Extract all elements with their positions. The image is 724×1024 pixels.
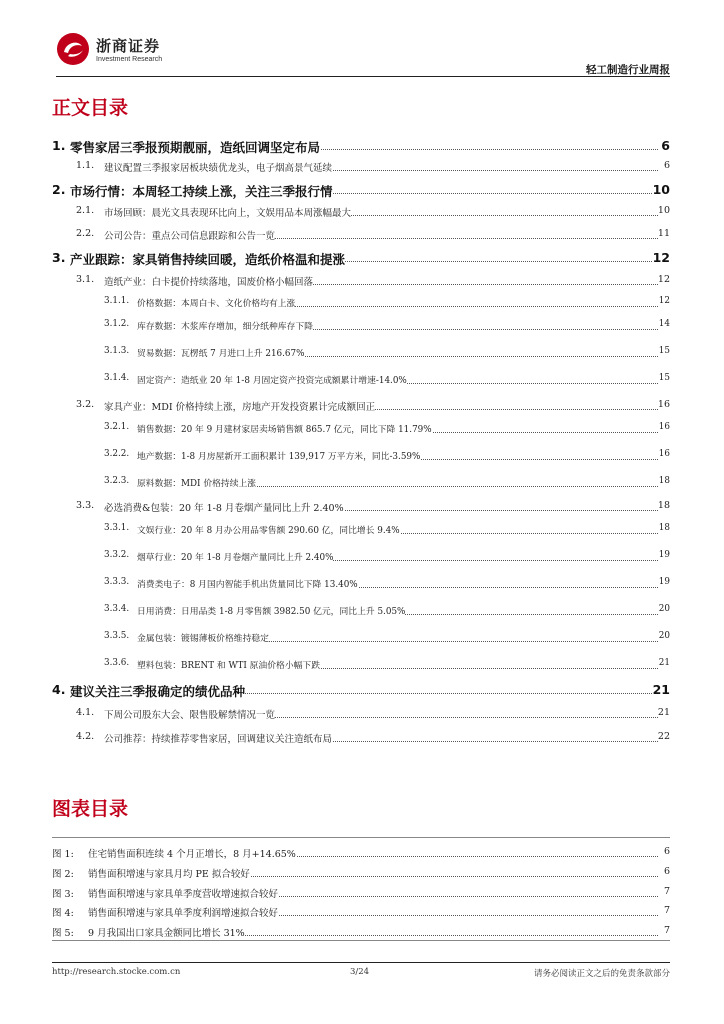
- figure-list-bottom-rule: [52, 940, 670, 941]
- toc-entry[interactable]: [0, 250, 724, 266]
- toc-entry-page: 15: [658, 346, 670, 356]
- toc-entry-number: 3.3.: [76, 500, 95, 511]
- toc-entry-page: 18: [658, 476, 670, 486]
- toc-entry-text: 价格数据：本周白卡、文化价格均有上涨: [137, 296, 295, 309]
- toc-entry-page: 22: [657, 731, 670, 742]
- footer-disclaimer: 请务必阅读正文之后的免责条款部分: [533, 969, 670, 979]
- toc-entry[interactable]: [0, 274, 724, 290]
- footer-divider: [52, 962, 670, 963]
- figure-caption: 销售面积增速与家具月均 PE 拟合较好: [88, 866, 250, 880]
- toc-entry-text: 消费类电子：8 月国内智能手机出货量同比下降 13.40%: [137, 577, 358, 590]
- toc-entry[interactable]: [0, 577, 724, 593]
- header-divider: [56, 76, 670, 77]
- toc-entry-number: 3.1.1.: [104, 296, 130, 306]
- toc-entry-page: 12: [658, 296, 670, 306]
- toc-entry-page: 21: [657, 707, 670, 718]
- toc-entry-page: 16: [658, 422, 670, 432]
- toc-entry[interactable]: [0, 449, 724, 465]
- toc-entry-text: 公司公告：重点公司信息跟踪和公告一览: [104, 228, 275, 242]
- toc-entry-number: 3.3.6.: [104, 658, 130, 668]
- toc-entry-text: 造纸产业：白卡提价持续落地，国废价格小幅回落: [104, 274, 313, 288]
- toc-entry[interactable]: [0, 476, 724, 492]
- toc-entry-page: 20: [658, 631, 670, 641]
- figure-number: 图 4:: [52, 905, 74, 919]
- footer-url-link[interactable]: http://research.stocke.com.cn: [52, 967, 181, 977]
- toc-entry-text: 日用消费：日用品类 1-8 月零售额 3982.50 亿元，同比上升 5.05%: [137, 604, 405, 617]
- toc-title: 正文目录: [52, 97, 129, 119]
- toc-entry[interactable]: [0, 682, 724, 698]
- figure-list-entry[interactable]: [0, 925, 724, 941]
- toc-entry-number: 4.2.: [76, 731, 95, 742]
- toc-entry-text: 金属包装：镀锡薄板价格维持稳定: [137, 631, 269, 644]
- toc-entry-number: 3.3.1.: [104, 523, 130, 533]
- toc-entry-text: 库存数据：木浆库存增加，细分纸种库存下降: [137, 319, 313, 332]
- toc-entry-page: 6: [663, 160, 670, 171]
- toc-entry-text: 市场行情：本周轻工持续上涨，关注三季报行情: [70, 184, 333, 199]
- toc-entry-text: 销售数据：20 年 9 月建材家居卖场销售额 865.7 亿元，同比下降 11.79%: [137, 422, 432, 435]
- toc-entry-number: 3.3.4.: [104, 604, 130, 614]
- figure-page: 7: [663, 886, 670, 897]
- toc-entry-page: 18: [658, 523, 670, 533]
- toc-entry-number: 3.2.: [76, 399, 95, 410]
- company-logo: [56, 30, 196, 70]
- toc-entry-text: 市场回顾：晨光文具表现环比向上，文娱用品本周涨幅最大: [104, 205, 351, 219]
- toc-entry-number: 3.1.: [76, 274, 95, 285]
- toc-entry-number: 4.: [52, 682, 66, 697]
- logo-chinese-name: 浙商证券: [96, 37, 161, 55]
- toc-entry[interactable]: [0, 500, 724, 516]
- figure-list-entry[interactable]: [0, 905, 724, 921]
- toc-entry-number: 3.3.3.: [104, 577, 130, 587]
- toc-entry-text: 零售家居三季报预期靓丽，造纸回调坚定布局: [70, 140, 321, 155]
- toc-entry[interactable]: [0, 138, 724, 154]
- toc-entry-number: 1.: [52, 138, 66, 153]
- toc-entry-number: 1.1.: [76, 160, 95, 171]
- figure-caption: 住宅销售面积连续 4 个月正增长，8 月+14.65%: [88, 846, 296, 860]
- toc-entry-page: 19: [658, 577, 670, 587]
- toc-entry[interactable]: [0, 422, 724, 438]
- logo-english-name: Investment Research: [96, 56, 163, 63]
- toc-entry-text: 贸易数据：瓦楞纸 7 月进口上升 216.67%: [137, 346, 305, 359]
- toc-entry-text: 下周公司股东大会、限售股解禁情况一览: [104, 707, 275, 721]
- figure-number: 图 5:: [52, 925, 74, 939]
- toc-entry-page: 10: [652, 182, 670, 197]
- toc-entry-page: 19: [658, 550, 670, 560]
- figure-page: 7: [663, 905, 670, 916]
- toc-entry[interactable]: [0, 631, 724, 647]
- toc-entry-page: 12: [652, 250, 670, 265]
- figure-caption: 销售面积增速与家具单季度利润增速拟合较好: [88, 905, 278, 919]
- toc-entry-page: 20: [658, 604, 670, 614]
- figure-list-entry[interactable]: [0, 886, 724, 902]
- report-type-label: 轻工制造行业周报: [586, 64, 670, 76]
- toc-entry-text: 必选消费&包装：20 年 1-8 月卷烟产量同比上升 2.40%: [104, 500, 344, 514]
- toc-entry-number: 2.2.: [76, 228, 95, 239]
- toc-entry[interactable]: [0, 373, 724, 389]
- figure-number: 图 3:: [52, 886, 74, 900]
- toc-entry[interactable]: [0, 523, 724, 539]
- toc-entry-text: 固定资产：造纸业 20 年 1-8 月固定资产投资完成额累计增速-14.0%: [137, 373, 407, 386]
- toc-entry-text: 原料数据：MDI 价格持续上涨: [137, 476, 256, 489]
- toc-entry[interactable]: [0, 319, 724, 335]
- toc-entry-page: 21: [652, 682, 670, 697]
- toc-entry[interactable]: [0, 731, 724, 747]
- toc-entry-text: 文娱行业：20 年 8 月办公用品零售额 290.60 亿，同比增长 9.4%: [137, 523, 400, 536]
- toc-entry-page: 16: [658, 449, 670, 459]
- figure-list-top-rule: [52, 837, 670, 838]
- toc-entry-page: 6: [661, 138, 670, 153]
- figure-list-title: 图表目录: [52, 798, 129, 820]
- toc-entry-number: 3.: [52, 250, 66, 265]
- toc-entry-text: 公司推荐：持续推荐零售家居，回调建议关注造纸布局: [104, 731, 332, 745]
- toc-entry-page: 11: [657, 228, 670, 239]
- toc-entry-number: 3.1.2.: [104, 319, 130, 329]
- page-header: [56, 30, 670, 76]
- toc-entry[interactable]: [0, 707, 724, 723]
- toc-entry-number: 3.2.3.: [104, 476, 130, 486]
- toc-entry[interactable]: [0, 658, 724, 674]
- toc-entry-page: 14: [658, 319, 670, 329]
- toc-entry[interactable]: [0, 399, 724, 415]
- toc-entry[interactable]: [0, 228, 724, 244]
- figure-caption: 销售面积增速与家具单季度营收增速拟合较好: [88, 886, 278, 900]
- toc-entry-number: 3.3.2.: [104, 550, 130, 560]
- figure-list-entry[interactable]: [0, 846, 724, 862]
- toc-entry-text: 建议关注三季报确定的绩优品种: [70, 684, 246, 699]
- toc-entry-page: 12: [657, 274, 670, 285]
- toc-entry-text: 烟草行业：20 年 1-8 月卷烟产量同比上升 2.40%: [137, 550, 333, 563]
- toc-entry-page: 10: [657, 205, 670, 216]
- toc-entry-text: 建议配置三季报家居板块绩优龙头，电子烟高景气延续: [104, 160, 332, 174]
- toc-entry[interactable]: [0, 160, 724, 176]
- figure-caption: 9 月我国出口家具金额同比增长 31%: [88, 925, 245, 939]
- footer-page-number: 3/24: [350, 967, 370, 977]
- figure-list-entry[interactable]: [0, 866, 724, 882]
- toc-entry[interactable]: [0, 182, 724, 198]
- toc-entry-text: 家具产业：MDI 价格持续上涨，房地产开发投资累计完成额回正: [104, 399, 375, 413]
- toc-entry-number: 2.1.: [76, 205, 95, 216]
- figure-number: 图 1:: [52, 846, 74, 860]
- figure-number: 图 2:: [52, 866, 74, 880]
- toc-entry-number: 3.1.4.: [104, 373, 130, 383]
- toc-entry-page: 18: [657, 500, 670, 511]
- toc-entry[interactable]: [0, 550, 724, 566]
- toc-entry-number: 2.: [52, 182, 66, 197]
- figure-page: 6: [663, 866, 670, 877]
- toc-entry[interactable]: [0, 296, 724, 312]
- toc-entry[interactable]: [0, 205, 724, 221]
- toc-entry-page: 21: [658, 658, 670, 668]
- toc-entry-page: 15: [658, 373, 670, 383]
- toc-entry-text: 塑料包装：BRENT 和 WTI 原油价格小幅下跌: [137, 658, 320, 671]
- toc-entry[interactable]: [0, 346, 724, 362]
- logo-emblem-icon: [56, 32, 90, 66]
- figure-page: 6: [663, 846, 670, 857]
- toc-entry-number: 3.2.1.: [104, 422, 130, 432]
- toc-entry-number: 3.2.2.: [104, 449, 130, 459]
- toc-entry-text: 地产数据：1-8 月房屋新开工面积累计 139,917 万平方米，同比-3.59%: [137, 449, 420, 462]
- toc-entry-text: 产业跟踪：家具销售持续回暖，造纸价格温和提涨: [70, 252, 346, 267]
- toc-entry-page: 16: [657, 399, 670, 410]
- toc-entry-number: 4.1.: [76, 707, 95, 718]
- toc-entry-number: 3.3.5.: [104, 631, 130, 641]
- figure-page: 7: [663, 925, 670, 936]
- toc-entry[interactable]: [0, 604, 724, 620]
- toc-entry-number: 3.1.3.: [104, 346, 130, 356]
